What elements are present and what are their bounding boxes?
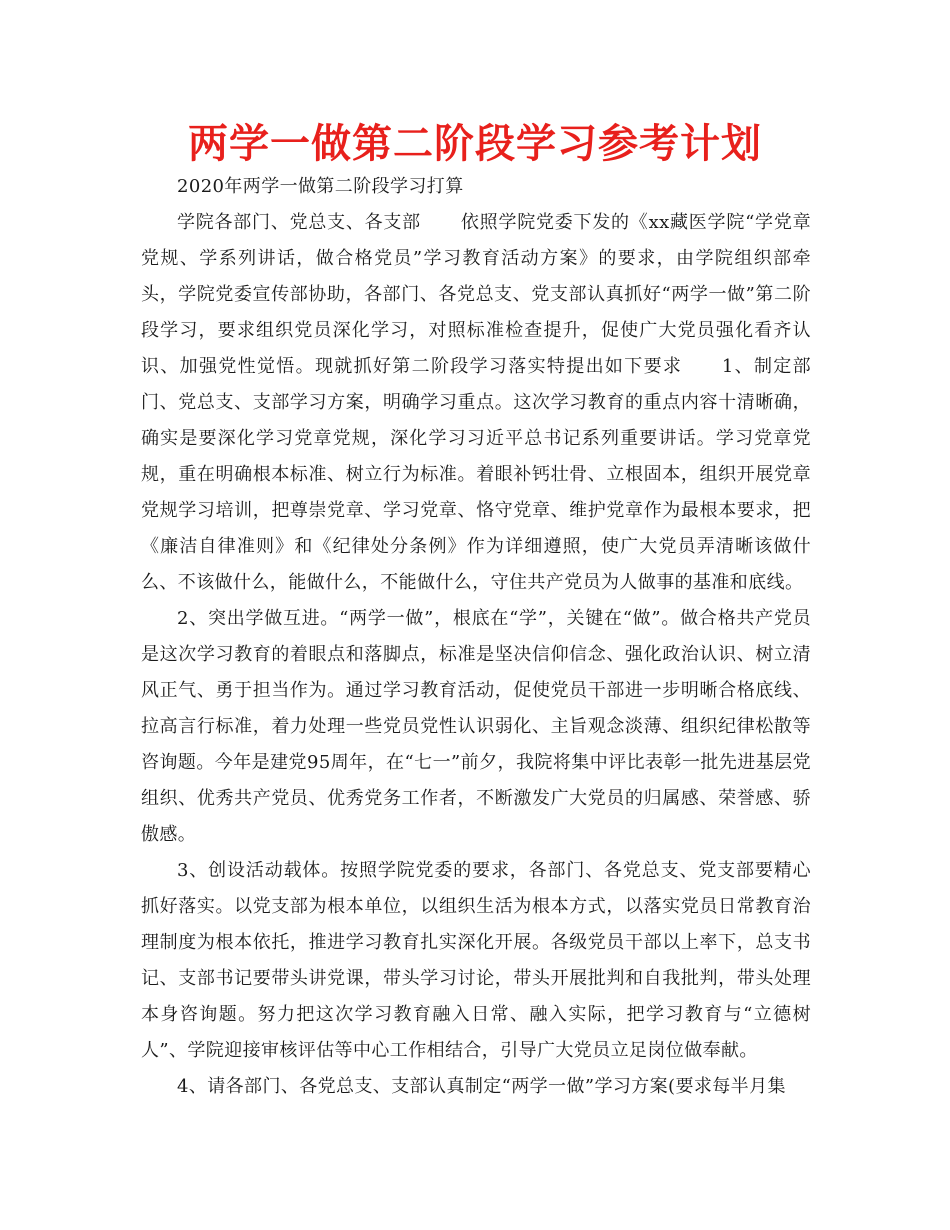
item-1-text: 1、制定部门、党总支、支部学习方案，明确学习重点。这次学习教育的重点内容十清晰确，确实是要深化学习党章党规，深化学习习近平总书记系列重要讲话。学习党章党规，重在明确根本标准、树立行为标准。着眼补钙壮骨、立根固本，组织开展党章党规学习培训，把尊崇党章、学习党章、恪守党章、维护党章作为最根本要求，把《廉洁自律准则》和《纪律处分条例》作为详细遵照，使广大党员弄清晰该做什么、不该做什么，能做什么，不能做什么，守住共产党员为人做事的基准和底线。 [141,356,811,593]
item-3-paragraph: 3、创设活动载体。按照学院党委的要求，各部门、各党总支、党支部要精心抓好落实。以党支部为根本单位，以组织生活为根本方式，以落实党员日常教育治理制度为根本依托，推进学习教育扎实深化开展。各级党员干部以上率下，总支书记、支部书记要带头讲党课，带头学习讨论，带头开展批判和自我批判，带头处理本身咨询题。努力把这次学习教育融入日常、融入实际，把学习教育与“立德树人”、学院迎接审核评估等中心工作相结合，引导广大党员立足岗位做奉献。 [141,860,811,1061]
intro-text: 依照学院党委下发的《xx藏医学院“学党章党规、学系列讲话，做合格党员”学习教育活动方案》的要求，由学院组织部牵头，学院党委宣传部协助，各部门、各党总支、党支部认真抓好“两学一做”第二阶段学习，要求组织党员深化学习，对照标准检查提升，促使广大党员强化看齐认识、加强党性觉悟。现就抓好第二阶段学习落实特提出如下要求 [141,212,811,377]
addressee-text: 学院各部门、党总支、各支部 [177,212,421,233]
item-4-paragraph: 4、请各部门、各党总支、支部认真制定“两学一做”学习方案(要求每半月集 [177,1076,786,1097]
document-body [141,169,811,1105]
plan-subtitle-paragraph: 2020年两学一做第二阶段学习打算 [177,176,464,197]
item-2-paragraph: 2、突出学做互进。“两学一做”，根底在“学”，关键在“做”。做合格共产党员是这次学习教育的着眼点和落脚点，标准是坚决信仰信念、强化政治认识、树立清风正气、勇于担当作为。通过学习教育活动，促使党员干部进一步明晰合格底线、拉高言行标准，着力处理一些党员党性认识弱化、主旨观念淡薄、组织纪律松散等咨询题。今年是建党95周年，在“七一”前夕，我院将集中评比表彰一批先进基层党组织、优秀共产党员、优秀党务工作者，不断激发广大党员的归属感、荣誉感、骄傲感。 [141,608,811,845]
intro-paragraph [141,205,811,601]
document-title: 两学一做第二阶段学习参考计划 [188,121,762,167]
